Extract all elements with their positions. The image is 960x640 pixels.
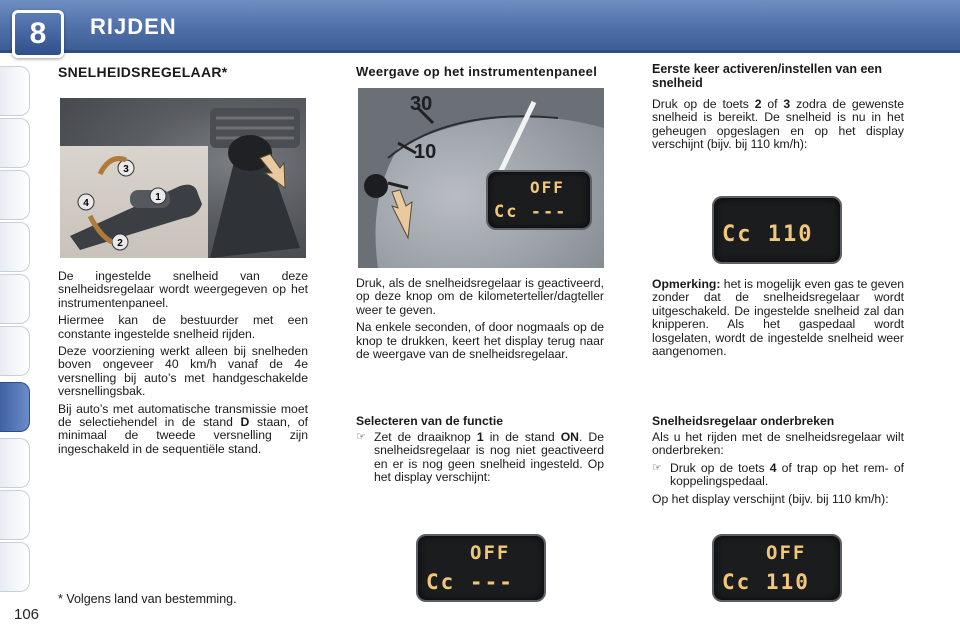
chapter-title: RIJDEN: [90, 14, 177, 39]
interrupt-section: [652, 414, 904, 510]
chapter-tab-5[interactable]: [0, 274, 30, 324]
paragraph: Na enkele seconden, of door nogmaals op de knop te drukken, keert het display terug naar de weergave van de snelheidsregelaar.: [356, 320, 604, 362]
pointing-hand-icon: ☞: [356, 431, 366, 443]
header-divider: [0, 50, 960, 53]
chapter-tab-4[interactable]: [0, 222, 30, 272]
lcd-line-off: OFF: [470, 542, 511, 564]
paragraph: Hiermee kan de bestuurder met een constante ingestelde snelheid rijden.: [58, 313, 308, 341]
lcd-line-cc: Cc 110: [722, 222, 814, 247]
chapter-tab-9[interactable]: [0, 438, 30, 488]
paragraph-automatic: Bij auto’s met automatische transmissie moet de selectiehendel in de stand D staan, of minimaal de tweede versnelling zijn ingeschakeld in de sequentiële stand.: [58, 401, 309, 456]
chapter-tab-3[interactable]: [0, 170, 30, 220]
gauge-label-10: 10: [414, 141, 437, 163]
paragraph: Deze voorziening werkt alleen bij snelheden boven ongeveer 40 km/h vanaf de 4e versnelling bij auto’s met handgeschakelde versnellingsbak.: [58, 344, 308, 399]
stalk-label-1: 1: [155, 192, 161, 203]
pointing-hand-icon: ☞: [652, 461, 662, 474]
section-title-first-activation: Eerste keer activeren/instellen van een snelheid: [652, 62, 882, 90]
steering-column-photo: [60, 98, 306, 258]
section-title-display: Weergave op het instrumentenpaneel: [356, 64, 598, 79]
stalk-label-3: 3: [123, 164, 129, 175]
chapter-tab-2[interactable]: [0, 118, 30, 168]
lcd-line-cc: Cc 110: [722, 570, 810, 594]
lcd-display-activated: [712, 196, 842, 264]
lcd-line-off: OFF: [766, 542, 807, 564]
stalk-detail-inset: [60, 146, 208, 258]
left-column-text: [58, 270, 308, 460]
stalk-label-2: 2: [117, 238, 123, 249]
instrument-cluster-photo: [358, 88, 604, 268]
lcd-line-off: OFF: [530, 178, 565, 197]
right-column-intro: [652, 98, 904, 156]
paragraph: Op het display verschijnt (bijv. bij 110 km/h):: [652, 491, 889, 506]
function-select-section: [356, 414, 604, 485]
subsection-title: Selecteren van de functie: [356, 414, 503, 428]
lcd-line-cc: Cc ---: [494, 202, 568, 222]
lcd-display-interrupted: [712, 534, 842, 602]
chapter-tab-1[interactable]: [0, 66, 30, 116]
bullet-item: ☞ Druk op de toets 4 of trap op het rem- of koppelingspedaal.: [652, 460, 904, 489]
lcd-display-function-select: [416, 534, 546, 602]
stalk-label-4: 4: [83, 198, 89, 209]
chapter-tab-10[interactable]: [0, 490, 30, 540]
paragraph-activation: Druk op de toets 2 of 3 zodra de gewenste snelheid is bereikt. De snelheid is nu in het geheugen opgeslagen en op het display verschijnt (bijv. bij 110 km/h):: [652, 97, 905, 152]
paragraph: Druk, als de snelheidsregelaar is geactiveerd, op deze knop om de kilometerteller/dagteller weer te geven.: [356, 276, 604, 317]
note-paragraph: Opmerking: het is mogelijk even gas te geven zonder dat de snelheidsregelaar wordt uitgeschakeld. De ingestelde snelheid zal dan knipperen. Als het gaspedaal wordt losgelaten, wordt de ingestelde snelheid weer aangenomen.: [652, 277, 905, 359]
chapter-tab-11[interactable]: [0, 542, 30, 592]
gauge-label-30: 30: [410, 93, 433, 115]
cluster-lcd-display: [486, 170, 592, 230]
bullet-item: ☞ Zet de draaiknop 1 in de stand ON. De snelheidsregelaar is nog niet geactiveerd en er is nog geen snelheid ingesteld. Op het display verschijnt:: [356, 430, 605, 485]
lcd-line-cc: Cc ---: [426, 570, 514, 594]
footnote: * Volgens land van bestemming.: [58, 592, 237, 606]
chapter-number: 8: [12, 10, 64, 58]
chapter-tab-6[interactable]: [0, 326, 30, 376]
middle-column-text: [356, 277, 604, 365]
note-label: Opmerking:: [652, 277, 721, 291]
chapter-tab-8-active[interactable]: [0, 382, 30, 432]
section-title-cruise-control: SNELHEIDSREGELAAR*: [58, 64, 228, 80]
paragraph: Als u het rijden met de snelheidsregelaar wilt onderbreken:: [652, 430, 904, 458]
page-number: 106: [14, 606, 40, 623]
paragraph: De ingestelde snelheid van deze snelheidsregelaar wordt weergegeven op het instrumentenpaneel.: [58, 269, 308, 310]
subsection-title: Snelheidsregelaar onderbreken: [652, 414, 835, 428]
